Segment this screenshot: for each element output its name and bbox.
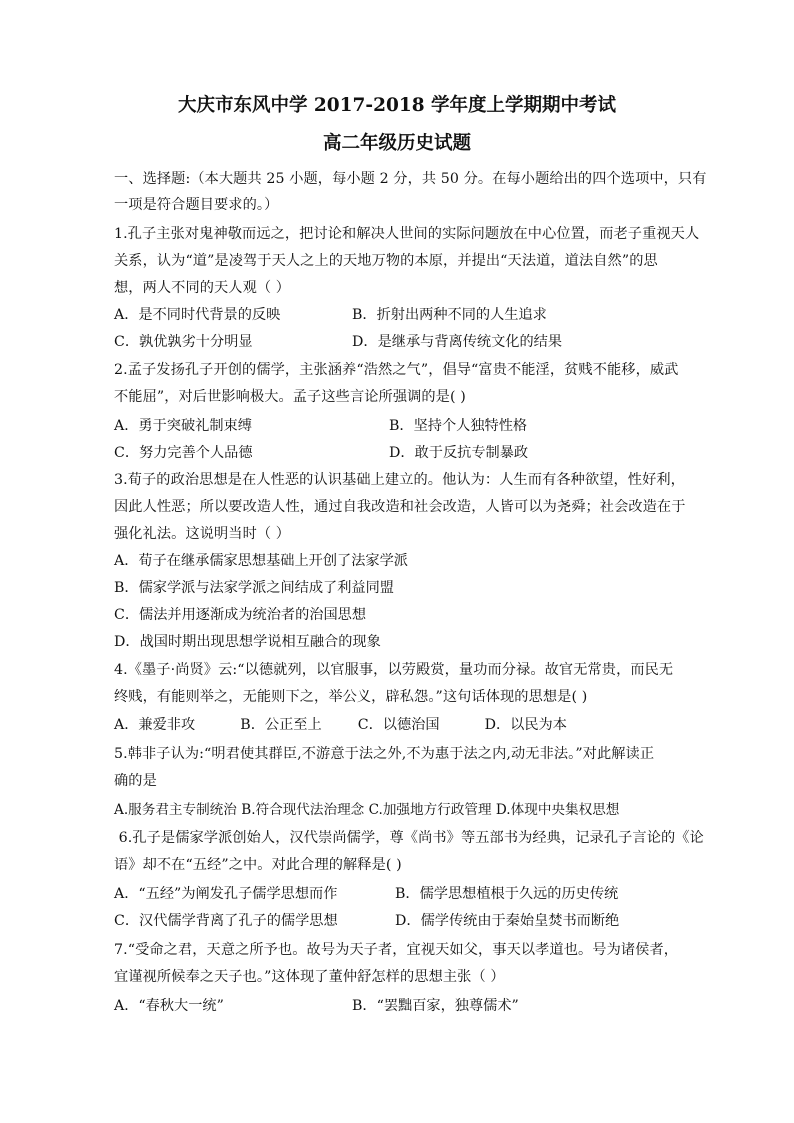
section-heading-line-1: 一、选择题:（本大题共 25 小题，每小题 2 分，共 50 分。在每小题给出的四个选项中，只有 [114,171,707,187]
q2-option-a: A．勇于突破礼制束缚 [114,418,252,434]
section-heading-line-2: 一项是符合题目要求的。） [114,197,279,213]
q2-option-d: D．敢于反抗专制暴政 [389,445,529,461]
q3-option-b: B．儒家学派与法家学派之间结成了利益同盟 [114,580,394,596]
q3-option-d: D．战国时期出现思想学说相互融合的现象 [114,634,381,650]
q2-option-c: C．努力完善个人品德 [114,445,253,461]
q4-stem-line-1: 4.《墨子·尚贤》云:“以德就列，以官服事，以劳殿赏，量功而分禄。故官无常贵，而民无 [114,662,674,678]
q3-stem-line-2: 因此人性恶；所以要改造人性，通过自我改造和社会改造，人皆可以为尧舜；社会改造在于 [114,499,686,515]
q1-stem-line-1: 1.孔子主张对鬼神敬而远之，把讨论和解决人世间的实际问题放在中心位置，而老子重视天人 [114,226,700,242]
q1-stem-line-3: 想，两人不同的天人观（ ） [114,280,291,296]
q7-stem-line-2: 宜谨视所候奉之天子也。”这体现了董仲舒怎样的思想主张（ ） [114,969,505,985]
q5-stem-line-2: 确的是 [114,773,157,789]
q6-option-b: B．儒学思想植根于久远的历史传统 [395,886,619,902]
q3-option-a: A．荀子在继承儒家思想基础上开创了法家学派 [114,553,408,569]
q7-stem-line-1: 7.“受命之君，天意之所予也。故号为天子者，宜视天如父，事天以孝道也。号为诸侯者， [114,942,679,958]
q6-option-d: D．儒学传统由于秦始皇焚书而断绝 [395,913,620,929]
q2-option-b: B．坚持个人独特性格 [389,418,528,434]
q1-stem-line-2: 关系，认为“道”是凌驾于天人之上的天地万物的本原，并提出“天法道，道法自然”的思 [114,253,658,269]
q1-option-c: C．孰优孰劣十分明显 [114,334,253,350]
exam-title: 大庆市东风中学 2017-2018 学年度上学期期中考试 [177,95,617,116]
q1-option-d: D．是继承与背离传统文化的结果 [352,334,563,350]
q1-option-b: B．折射出两种不同的人生追求 [352,307,547,323]
q3-stem-line-1: 3.荀子的政治思想是在人性恶的认识基础上建立的。他认为：人生而有各种欲望，性好利， [114,472,685,488]
q1-option-a: A．是不同时代背景的反映 [114,307,281,323]
q4-options: A．兼爱非攻 B．公正至上 C．以德治国 D．以民为本 [114,717,567,733]
q6-option-a: A．“五经”为阐发孔子儒学思想而作 [114,886,338,902]
q5-options: A.服务君主专制统治 B.符合现代法治理念 C.加强地方行政管理 D.体现中央集权思想 [114,802,620,818]
q3-stem-line-3: 强化礼法。这说明当时（ ） [114,526,291,542]
q7-option-b: B．“罢黜百家，独尊儒术” [352,998,519,1014]
q6-option-c: C．汉代儒学背离了孔子的儒学思想 [114,913,338,929]
q2-stem-line-1: 2.孟子发扬孔子开创的儒学，主张涵养“浩然之气”，倡导“富贵不能淫，贫贱不能移，威武 [114,362,679,378]
exam-subtitle: 高二年级历史试题 [322,133,471,154]
q6-stem-line-2: 语》却不在“五经”之中。对此合理的解释是( ) [114,857,402,873]
q5-stem-line-1: 5.韩非子认为:“明君使其群臣,不游意于法之外,不为惠于法之内,动无非法。”对此解读正 [114,746,655,762]
q4-stem-line-2: 终贱，有能则举之，无能则下之，举公义，辟私怨。”这句话体现的思想是( ) [114,689,588,705]
q7-option-a: A．“春秋大一统” [114,998,224,1014]
q6-stem-line-1: 6.孔子是儒家学派创始人，汉代崇尚儒学，尊《尚书》等五部书为经典，记录孔子言论的《论 [114,830,704,846]
q2-stem-line-2: 不能屈”，对后世影响极大。孟子这些言论所强调的是( ) [114,389,466,405]
q3-option-c: C．儒法并用逐渐成为统治者的治国思想 [114,607,367,623]
